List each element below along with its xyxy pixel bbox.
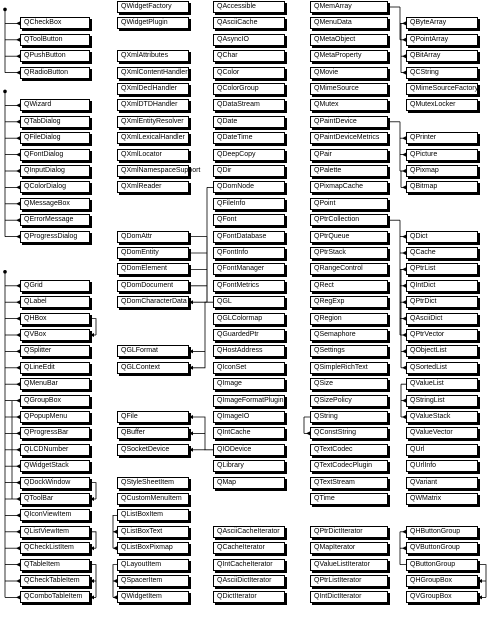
class-box-qvbox: QVBox [20,329,90,341]
class-box-qlcdnumber: QLCDNumber [20,444,90,456]
class-box-qtableitem: QTableItem [20,559,90,571]
class-box-qgroupbox: QGroupBox [20,395,90,407]
class-box-qregion: QRegion [310,313,388,325]
class-box-qmovie: QMovie [310,67,388,79]
class-box-qbuttongroup: QButtonGroup [406,559,478,571]
class-box-qdomnode: QDomNode [213,181,285,193]
class-box-qspaceritem: QSpacerItem [117,575,189,587]
class-box-qbytearray: QByteArray [406,17,478,29]
class-box-qfiledialog: QFileDialog [20,132,90,144]
class-box-qhbox: QHBox [20,313,90,325]
class-box-qchar: QChar [213,50,285,62]
class-box-qpalette: QPalette [310,165,388,177]
class-box-qdeepcopy: QDeepCopy [213,149,285,161]
class-box-qpixmapcache: QPixmapCache [310,181,388,193]
inheritance-arrow [189,415,193,419]
class-box-qvbuttongroup: QVButtonGroup [406,542,478,554]
class-box-qsplitter: QSplitter [20,345,90,357]
inheritance-arrow [189,431,193,435]
class-box-qdir: QDir [213,165,285,177]
class-box-qobjectlist: QObjectList [406,345,478,357]
class-box-qcolor: QColor [213,67,285,79]
class-box-qpaintdevicemetrics: QPaintDeviceMetrics [310,132,388,144]
class-box-qdomattr: QDomAttr [117,231,189,243]
class-box-qptrcollection: QPtrCollection [310,214,388,226]
class-box-qptrvector: QPtrVector [406,329,478,341]
class-box-qintcache: QIntCache [213,427,285,439]
class-box-qdate: QDate [213,116,285,128]
class-box-qcolorgroup: QColorGroup [213,83,285,95]
inheritance-arrow [478,579,482,583]
class-box-qpoint: QPoint [310,198,388,210]
connector-line [90,483,96,499]
class-box-qlistviewitem: QListViewItem [20,526,90,538]
class-box-qvaluevector: QValueVector [406,427,478,439]
class-box-qmenudata: QMenuData [310,17,388,29]
class-box-qwidgetstack: QWidgetStack [20,460,90,472]
class-box-qmetaproperty: QMetaProperty [310,50,388,62]
class-box-qxmlnamespacesupport: QXmlNamespaceSupport [117,165,189,177]
class-box-qbitarray: QBitArray [406,50,478,62]
class-box-qgrid: QGrid [20,280,90,292]
class-box-qcstring: QCString [406,67,478,79]
class-box-qimageformatplugin: QImageFormatPlugin [213,395,285,407]
class-box-qvaluestack: QValueStack [406,411,478,423]
class-box-qmutex: QMutex [310,99,388,111]
class-box-qdict: QDict [406,231,478,243]
class-box-qxmllocator: QXmlLocator [117,149,189,161]
class-box-qptrqueue: QPtrQueue [310,231,388,243]
class-box-qcache: QCache [406,247,478,259]
class-box-qvgroupbox: QVGroupBox [406,591,478,603]
class-box-qdomdocument: QDomDocument [117,280,189,292]
class-box-qtoolbar: QToolBar [20,493,90,505]
class-box-qintdict: QIntDict [406,280,478,292]
class-box-qfontdatabase: QFontDatabase [213,231,285,243]
class-box-qstringlist: QStringList [406,395,478,407]
class-box-qcombotableitem: QComboTableItem [20,591,90,603]
inheritance-arrow [189,366,193,370]
class-box-qintdictiterator: QIntDictIterator [310,591,388,603]
class-box-qradiobutton: QRadioButton [20,67,90,79]
class-box-qaccessible: QAccessible [213,1,285,13]
class-box-qlabel: QLabel [20,296,90,308]
class-box-qrect: QRect [310,280,388,292]
class-box-qvaluelist: QValueList [406,378,478,390]
inheritance-arrow [90,546,94,550]
class-box-qtextstream: QTextStream [310,477,388,489]
class-box-qxmlentityresolver: QXmlEntityResolver [117,116,189,128]
class-box-qxmllexicalhandler: QXmlLexicalHandler [117,132,189,144]
class-box-qdomcharacterdata: QDomCharacterData [117,296,189,308]
class-box-qvaluelistiterator: QValueListIterator [310,559,388,571]
class-box-qfileinfo: QFileInfo [213,198,285,210]
class-box-qptrlist: QPtrList [406,263,478,275]
class-box-qcustommenuitem: QCustomMenuItem [117,493,189,505]
class-box-qstylesheetitem: QStyleSheetItem [117,477,189,489]
class-box-qhostaddress: QHostAddress [213,345,285,357]
class-box-qmapiterator: QMapIterator [310,542,388,554]
class-box-qintcacheiterator: QIntCacheIterator [213,559,285,571]
class-box-qgl: QGL [213,296,285,308]
class-box-qdomelement: QDomElement [117,263,189,275]
class-box-qcacheiterator: QCacheIterator [213,542,285,554]
class-box-qasciidictiterator: QAsciiDictIterator [213,575,285,587]
class-box-qhgroupbox: QHGroupBox [406,575,478,587]
class-box-qasciicacheiterator: QAsciiCacheIterator [213,526,285,538]
inheritance-arrow [90,579,94,583]
class-box-qimageio: QImageIO [213,411,285,423]
class-box-qxmldeclhandler: QXmlDeclHandler [117,83,189,95]
class-box-qprogressbar: QProgressBar [20,427,90,439]
class-box-qlistboxpixmap: QListBoxPixmap [117,542,189,554]
class-box-qlibrary: QLibrary [213,460,285,472]
class-box-qregexp: QRegExp [310,296,388,308]
class-box-qptrstack: QPtrStack [310,247,388,259]
class-box-qwidgetplugin: QWidgetPlugin [117,17,189,29]
class-box-qmemarray: QMemArray [310,1,388,13]
class-box-qglformat: QGLFormat [117,345,189,357]
class-box-qfont: QFont [213,214,285,226]
class-box-qdatetime: QDateTime [213,132,285,144]
class-box-qurl: QUrl [406,444,478,456]
inheritance-arrow [189,349,193,353]
class-box-qstring: QString [310,411,388,423]
class-box-qinputdialog: QInputDialog [20,165,90,177]
class-box-qfile: QFile [117,411,189,423]
class-box-qsettings: QSettings [310,345,388,357]
class-box-qmutexlocker: QMutexLocker [406,99,478,111]
class-box-qcheckbox: QCheckBox [20,17,90,29]
class-box-qlistboxitem: QListBoxItem [117,509,189,521]
class-box-qvariant: QVariant [406,477,478,489]
class-box-qptrdictiterator: QPtrDictIterator [310,526,388,538]
inheritance-arrow [90,333,94,337]
class-box-qbitmap: QBitmap [406,181,478,193]
class-box-qtoolbutton: QToolButton [20,34,90,46]
class-box-qpaintdevice: QPaintDevice [310,116,388,128]
class-box-qchecktableitem: QCheckTableItem [20,575,90,587]
class-box-qpixmap: QPixmap [406,165,478,177]
class-box-qsortedlist: QSortedList [406,362,478,374]
class-box-qiodevice: QIODevice [213,444,285,456]
class-box-qmimesourcefactory: QMimeSourceFactory [406,83,478,95]
class-box-qmap: QMap [213,477,285,489]
class-box-qpair: QPair [310,149,388,161]
class-box-qwizard: QWizard [20,99,90,111]
class-box-qsocketdevice: QSocketDevice [117,444,189,456]
class-box-qchecklistitem: QCheckListItem [20,542,90,554]
class-box-qptrdict: QPtrDict [406,296,478,308]
class-box-qxmlreader: QXmlReader [117,181,189,193]
class-box-qimage: QImage [213,378,285,390]
class-box-qlayoutitem: QLayoutItem [117,559,189,571]
class-box-qwidgetitem: QWidgetItem [117,591,189,603]
class-box-qmimesource: QMimeSource [310,83,388,95]
class-box-qmenubar: QMenuBar [20,378,90,390]
class-box-qrangecontrol: QRangeControl [310,263,388,275]
class-box-qpointarray: QPointArray [406,34,478,46]
class-box-qerrormessage: QErrorMessage [20,214,90,226]
class-box-qdomentity: QDomEntity [117,247,189,259]
class-box-qsemaphore: QSemaphore [310,329,388,341]
inheritance-arrow [478,595,482,599]
class-box-qxmldtdhandler: QXmlDTDHandler [117,99,189,111]
class-box-qpopupmenu: QPopupMenu [20,411,90,423]
class-box-qurlinfo: QUrlInfo [406,460,478,472]
class-box-qtime: QTime [310,493,388,505]
class-box-qguardedptr: QGuardedPtr [213,329,285,341]
class-box-qfontmetrics: QFontMetrics [213,280,285,292]
connector-line [90,532,96,548]
class-box-qmetaobject: QMetaObject [310,34,388,46]
class-box-qglcontext: QGLContext [117,362,189,374]
class-box-qwmatrix: QWMatrix [406,493,478,505]
class-box-qpushbutton: QPushButton [20,50,90,62]
class-box-qbuffer: QBuffer [117,427,189,439]
connector-line [90,319,96,335]
class-box-qsize: QSize [310,378,388,390]
class-box-qfontdialog: QFontDialog [20,149,90,161]
class-box-qdatastream: QDataStream [213,99,285,111]
inheritance-arrow [189,300,193,304]
class-box-qwidgetfactory: QWidgetFactory [117,1,189,13]
class-box-qasyncio: QAsyncIO [213,34,285,46]
class-box-qxmlcontenthandler: QXmlContentHandler [117,67,189,79]
class-box-qdockwindow: QDockWindow [20,477,90,489]
class-box-qlistboxtext: QListBoxText [117,526,189,538]
class-box-qdictiterator: QDictIterator [213,591,285,603]
inheritance-arrow [90,595,94,599]
class-box-qconststring: QConstString [310,427,388,439]
class-box-qxmlattributes: QXmlAttributes [117,50,189,62]
class-box-qtextcodecplugin: QTextCodecPlugin [310,460,388,472]
class-box-qsizepolicy: QSizePolicy [310,395,388,407]
class-box-qprinter: QPrinter [406,132,478,144]
class-box-qtextcodec: QTextCodec [310,444,388,456]
connector-line [193,302,213,368]
class-box-qiconset: QIconSet [213,362,285,374]
class-box-qlineedit: QLineEdit [20,362,90,374]
class-box-qtabdialog: QTabDialog [20,116,90,128]
class-box-qfontinfo: QFontInfo [213,247,285,259]
class-box-qpicture: QPicture [406,149,478,161]
class-box-qmessagebox: QMessageBox [20,198,90,210]
class-box-qfontmanager: QFontManager [213,263,285,275]
class-box-qglcolormap: QGLColormap [213,313,285,325]
inheritance-arrow [189,448,193,452]
inheritance-arrow [90,497,94,501]
class-box-qsimplerichtext: QSimpleRichText [310,362,388,374]
class-box-qcolordialog: QColorDialog [20,181,90,193]
class-box-qiconviewitem: QIconViewItem [20,509,90,521]
class-box-qptrlistiterator: QPtrListIterator [310,575,388,587]
class-box-qhbuttongroup: QHButtonGroup [406,526,478,538]
class-box-qprogressdialog: QProgressDialog [20,231,90,243]
class-box-qasciicache: QAsciiCache [213,17,285,29]
class-box-qasciidict: QAsciiDict [406,313,478,325]
